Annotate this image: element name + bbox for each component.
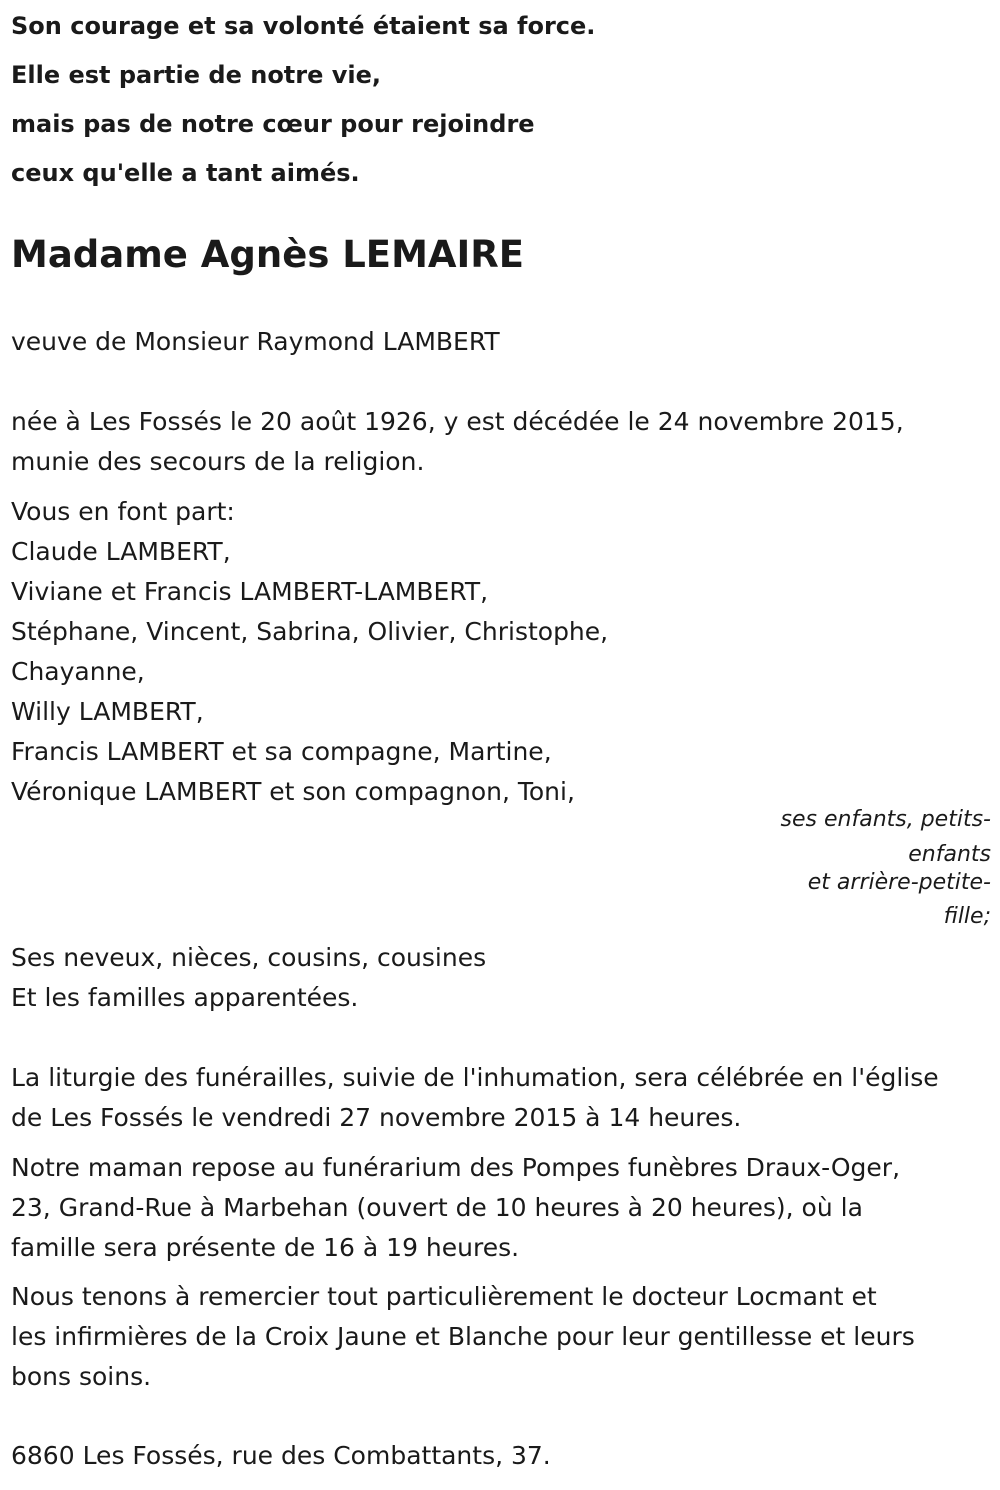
- relation-note-part1: [781, 800, 991, 840]
- announcer-line: Claude LAMBERT,: [11, 537, 231, 566]
- relation-note-part3: [944, 902, 991, 932]
- birth-death-paragraph: [11, 402, 904, 482]
- announcer-line: Willy LAMBERT,: [11, 697, 204, 726]
- relation-line: ses enfants, petits-: [780, 807, 991, 832]
- text-line: Ses neveux, nièces, cousins, cousines: [11, 943, 487, 972]
- text-line: La liturgie des funérailles, suivie de l'inhumation, sera célébrée en l'église: [11, 1063, 939, 1092]
- extended-family: [11, 938, 486, 1018]
- text-line: 23, Grand-Rue à Marbehan (ouvert de 10 heures à 20 heures), où la: [11, 1193, 863, 1222]
- announcer-line: Stéphane, Vincent, Sabrina, Olivier, Christophe,: [11, 617, 609, 646]
- text-line: bons soins.: [11, 1362, 152, 1391]
- announcer-line: Francis LAMBERT et sa compagne, Martine,: [11, 737, 552, 766]
- relation-line: enfants: [908, 842, 991, 867]
- text-line: les infirmières de la Croix Jaune et Blanche pour leur gentillesse et leurs: [11, 1322, 915, 1351]
- announcers-intro: Vous en font part:: [11, 497, 235, 526]
- relation-line: fille;: [943, 904, 991, 929]
- text-line: Nous tenons à remercier tout particulièrement le docteur Locmant et: [11, 1282, 877, 1311]
- announcer-line: Viviane et Francis LAMBERT-LAMBERT,: [11, 577, 489, 606]
- repose-info-paragraph: [11, 1148, 900, 1268]
- text-line: Et les familles apparentées.: [11, 983, 359, 1012]
- text-line: de Les Fossés le vendredi 27 novembre 2015 à 14 heures.: [11, 1103, 742, 1132]
- verse-line: mais pas de notre cœur pour rejoindre: [11, 110, 535, 138]
- verse-line: ceux qu'elle a tant aimés.: [11, 159, 360, 187]
- text-line: née à Les Fossés le 20 août 1926, y est décédée le 24 novembre 2015,: [11, 407, 904, 436]
- funeral-info-paragraph: [11, 1058, 939, 1138]
- text-line: famille sera présente de 16 à 19 heures.: [11, 1233, 520, 1262]
- opening-verse: [11, 2, 595, 198]
- text-line: Notre maman repose au funérarium des Pompes funèbres Draux-Oger,: [11, 1153, 901, 1182]
- verse-line: Son courage et sa volonté étaient sa force.: [11, 12, 596, 40]
- widow-of: veuve de Monsieur Raymond LAMBERT: [11, 327, 500, 356]
- relation-note-part2: [808, 841, 991, 897]
- relation-line: et arrière-petite-: [807, 870, 991, 895]
- address: 6860 Les Fossés, rue des Combattants, 37.: [11, 1441, 551, 1470]
- verse-line: Elle est partie de notre vie,: [11, 61, 382, 89]
- announcer-line: Chayanne,: [11, 657, 145, 686]
- deceased-name: Madame Agnès LEMAIRE: [11, 233, 525, 276]
- announcers-list: [11, 492, 608, 812]
- announcer-line: Véronique LAMBERT et son compagnon, Toni,: [11, 777, 575, 806]
- thanks-paragraph: [11, 1277, 915, 1397]
- text-line: munie des secours de la religion.: [11, 447, 425, 476]
